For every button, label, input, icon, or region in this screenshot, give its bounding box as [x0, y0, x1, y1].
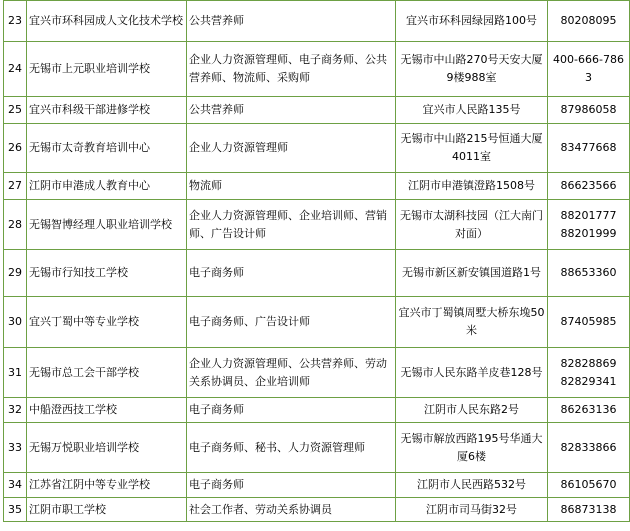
school-address: 江阴市申港镇澄路1508号: [396, 173, 548, 200]
row-number: 25: [4, 97, 27, 124]
training-professions: 电子商务师、广告设计师: [187, 297, 396, 348]
school-phone: 80208095: [548, 1, 630, 42]
table-row: [4, 348, 630, 398]
table-row: [4, 473, 630, 498]
training-professions: 电子商务师: [187, 473, 396, 498]
school-address: 江阴市司马街32号: [396, 498, 548, 522]
row-number: 33: [4, 423, 27, 473]
row-number: 29: [4, 250, 27, 297]
row-number: 31: [4, 348, 27, 398]
school-address: 无锡市解放西路195号华通大厦6楼: [396, 423, 548, 473]
school-name: 宜兴丁蜀中等专业学校: [27, 297, 187, 348]
school-phone: 88201777 88201999: [548, 200, 630, 250]
school-address: 宜兴市丁蜀镇周墅大桥东堍50米: [396, 297, 548, 348]
training-professions: 公共营养师: [187, 1, 396, 42]
table-row: [4, 423, 630, 473]
table-row: [4, 173, 630, 200]
table-row: [4, 200, 630, 250]
school-phone: 87986058: [548, 97, 630, 124]
school-address: 无锡市新区新安镇国道路1号: [396, 250, 548, 297]
school-phone: 87405985: [548, 297, 630, 348]
row-number: 27: [4, 173, 27, 200]
school-address: 无锡市人民东路羊皮巷128号: [396, 348, 548, 398]
school-phone: 86873138: [548, 498, 630, 522]
school-address: 无锡市中山路215号恒通大厦4011室: [396, 124, 548, 173]
table-row: [4, 498, 630, 522]
school-name: 江阴市职工学校: [27, 498, 187, 522]
training-professions: 企业人力资源管理师: [187, 124, 396, 173]
row-number: 28: [4, 200, 27, 250]
training-professions: 物流师: [187, 173, 396, 200]
training-professions: 社会工作者、劳动关系协调员: [187, 498, 396, 522]
training-professions: 企业人力资源管理师、电子商务师、公共营养师、物流师、采购师: [187, 42, 396, 97]
school-name: 无锡万悦职业培训学校: [27, 423, 187, 473]
training-professions: 电子商务师: [187, 250, 396, 297]
row-number: 34: [4, 473, 27, 498]
training-school-table: [3, 0, 630, 522]
school-phone: 400-666-7863: [548, 42, 630, 97]
school-address: 无锡市太湖科技园（江大南门对面）: [396, 200, 548, 250]
training-professions: 企业人力资源管理师、企业培训师、营销师、广告设计师: [187, 200, 396, 250]
school-phone: 86623566: [548, 173, 630, 200]
school-phone: 82828869 82829341: [548, 348, 630, 398]
school-address: 江阴市人民西路532号: [396, 473, 548, 498]
school-phone: 82833866: [548, 423, 630, 473]
table-row: [4, 97, 630, 124]
school-phone: 86263136: [548, 398, 630, 423]
row-number: 24: [4, 42, 27, 97]
school-address: 无锡市中山路270号天安大厦9楼988室: [396, 42, 548, 97]
school-name: 中船澄西技工学校: [27, 398, 187, 423]
school-address: 江阴市人民东路2号: [396, 398, 548, 423]
school-phone: 86105670: [548, 473, 630, 498]
school-name: 无锡市行知技工学校: [27, 250, 187, 297]
training-professions: 企业人力资源管理师、公共营养师、劳动关系协调员、企业培训师: [187, 348, 396, 398]
school-address: 宜兴市环科园绿园路100号: [396, 1, 548, 42]
school-name: 无锡市上元职业培训学校: [27, 42, 187, 97]
school-name: 江阴市申港成人教育中心: [27, 173, 187, 200]
school-name: 无锡市太奇教育培训中心: [27, 124, 187, 173]
row-number: 30: [4, 297, 27, 348]
table-row: [4, 297, 630, 348]
row-number: 23: [4, 1, 27, 42]
school-name: 宜兴市科级干部进修学校: [27, 97, 187, 124]
table-row: [4, 124, 630, 173]
row-number: 35: [4, 498, 27, 522]
table-row: [4, 42, 630, 97]
school-name: 无锡市总工会干部学校: [27, 348, 187, 398]
school-phone: 83477668: [548, 124, 630, 173]
school-address: 宜兴市人民路135号: [396, 97, 548, 124]
school-phone: 88653360: [548, 250, 630, 297]
training-professions: 公共营养师: [187, 97, 396, 124]
table-row: [4, 1, 630, 42]
school-name: 江苏省江阴中等专业学校: [27, 473, 187, 498]
row-number: 26: [4, 124, 27, 173]
row-number: 32: [4, 398, 27, 423]
training-professions: 电子商务师、秘书、人力资源管理师: [187, 423, 396, 473]
training-professions: 电子商务师: [187, 398, 396, 423]
table-row: [4, 398, 630, 423]
school-name: 宜兴市环科园成人文化技术学校: [27, 1, 187, 42]
table-row: [4, 250, 630, 297]
school-name: 无锡智博经理人职业培训学校: [27, 200, 187, 250]
